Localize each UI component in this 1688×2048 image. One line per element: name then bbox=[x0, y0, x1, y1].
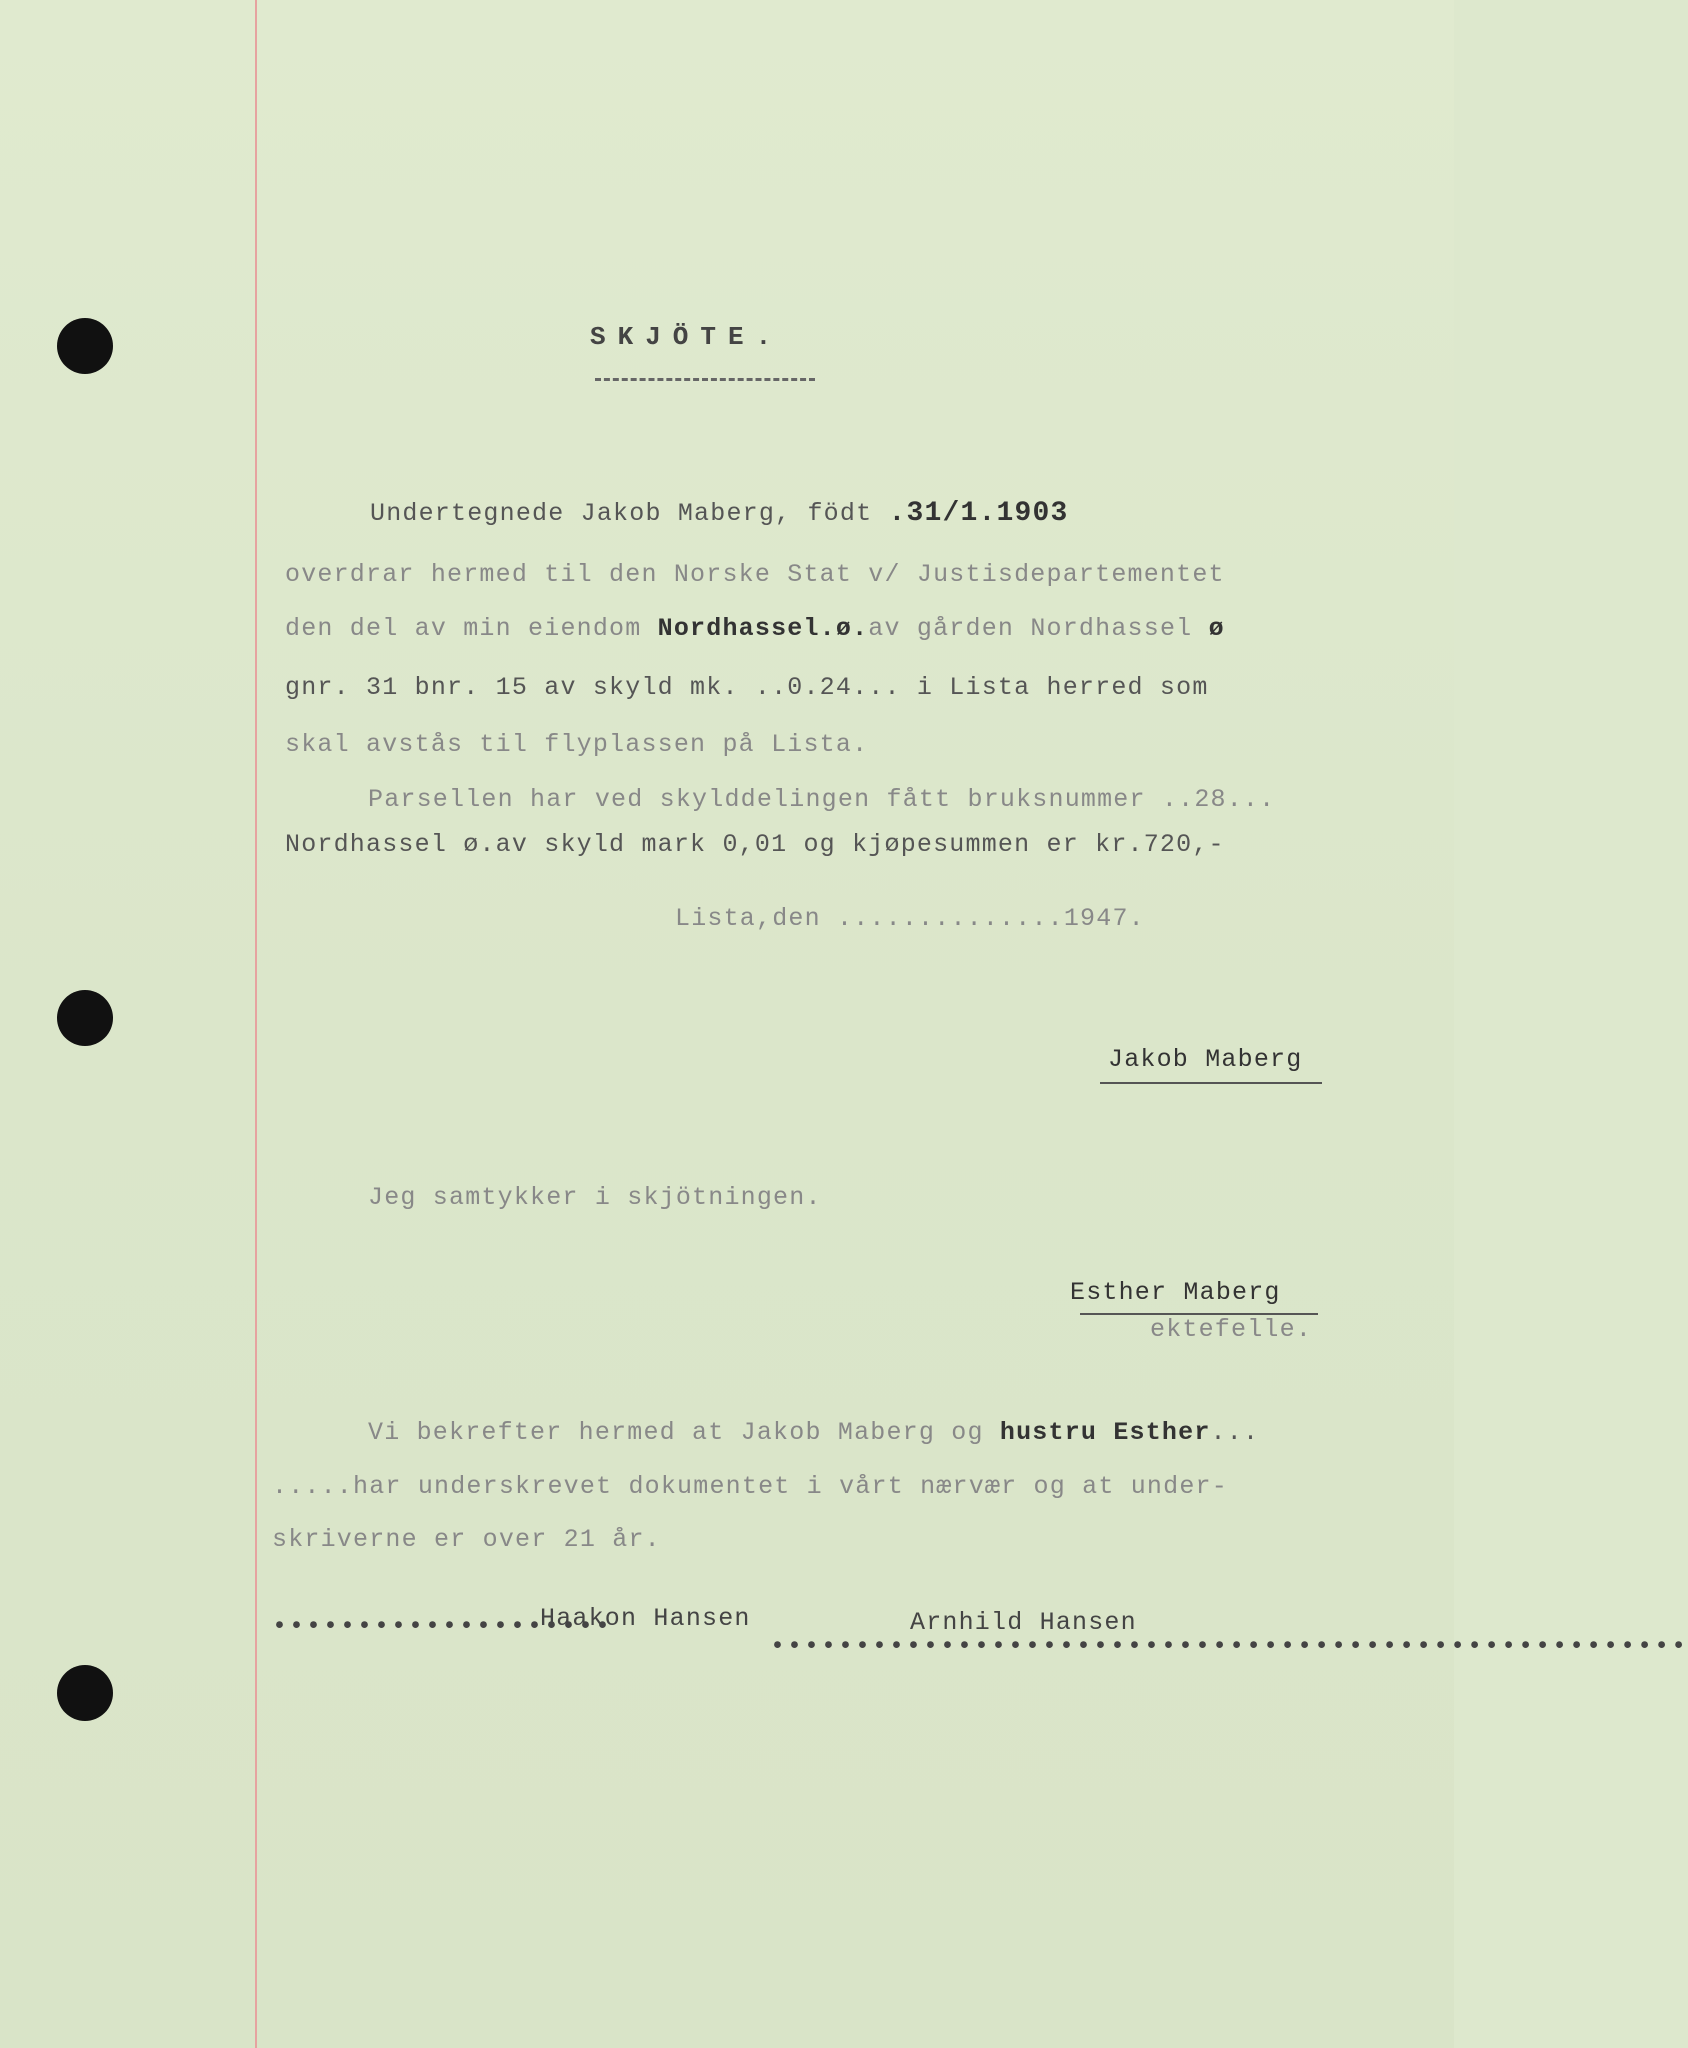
birth-date: .31/1.1903 bbox=[888, 498, 1069, 529]
spouse-signature: Esther Maberg bbox=[1070, 1278, 1281, 1307]
para1-line4: gnr. 31 bnr. 15 av skyld mk. ..0.24... i Lista herred som bbox=[285, 673, 1209, 702]
para1-line2: overdrar hermed til den Norske Stat v/ Justisdepartementet bbox=[285, 560, 1225, 589]
consent-statement: Jeg samtykker i skjötningen. bbox=[368, 1183, 822, 1212]
witness-line1 bbox=[368, 1418, 1259, 1447]
para2-line1: Parsellen har ved skylddelingen fått bruksnummer ..28... bbox=[368, 785, 1276, 814]
para1-line3-suffix: av gården Nordhassel bbox=[868, 614, 1209, 643]
witness-line3: skriverne er over 21 år. bbox=[272, 1525, 661, 1554]
punch-hole-bottom bbox=[57, 1665, 113, 1721]
seller-signature-line bbox=[1100, 1082, 1322, 1084]
farm-name: Nordhassel.ø. bbox=[657, 614, 869, 643]
punch-hole-middle bbox=[57, 990, 113, 1046]
para1-line3-prefix: den del av min eiendom bbox=[285, 614, 658, 643]
place-date: Lista,den ..............1947. bbox=[675, 904, 1145, 933]
margin-line bbox=[255, 0, 257, 2048]
spouse-role: ektefelle. bbox=[1150, 1315, 1313, 1344]
witness-dotted-line-left: •••••••••••••••••••• bbox=[272, 1612, 613, 1641]
witness-name-first: Haakon Hansen bbox=[540, 1604, 751, 1633]
witness-line1-prefix: Vi bekrefter hermed at Jakob Maberg og bbox=[368, 1418, 1000, 1447]
para2-line2: Nordhassel ø.av skyld mark 0,01 og kjøpesummen er kr.720,- bbox=[285, 830, 1225, 859]
para1-line5: skal avstås til flyplassen på Lista. bbox=[285, 730, 869, 759]
document-title: SKJÖTE. bbox=[590, 322, 784, 352]
witness-dotted-line-right: •••••••••••••••••••••••••••••••••••••••••••••••••••••• bbox=[770, 1632, 1688, 1661]
witness-line2: .....har underskrevet dokumentet i vårt nærvær og at under- bbox=[272, 1472, 1228, 1501]
spouse-name: hustru Esther bbox=[999, 1418, 1211, 1447]
para1-line1 bbox=[370, 498, 1069, 529]
para1-line3-end: ø bbox=[1208, 614, 1225, 643]
para1-line1-text: Undertegnede Jakob Maberg, födt bbox=[370, 499, 889, 528]
title-underline bbox=[595, 378, 815, 381]
witness-line1-suffix: ... bbox=[1210, 1418, 1260, 1447]
punch-hole-top bbox=[57, 318, 113, 374]
witness-name-second: Arnhild Hansen bbox=[910, 1608, 1137, 1637]
para1-line3 bbox=[285, 614, 1225, 643]
seller-signature: Jakob Maberg bbox=[1108, 1045, 1303, 1074]
